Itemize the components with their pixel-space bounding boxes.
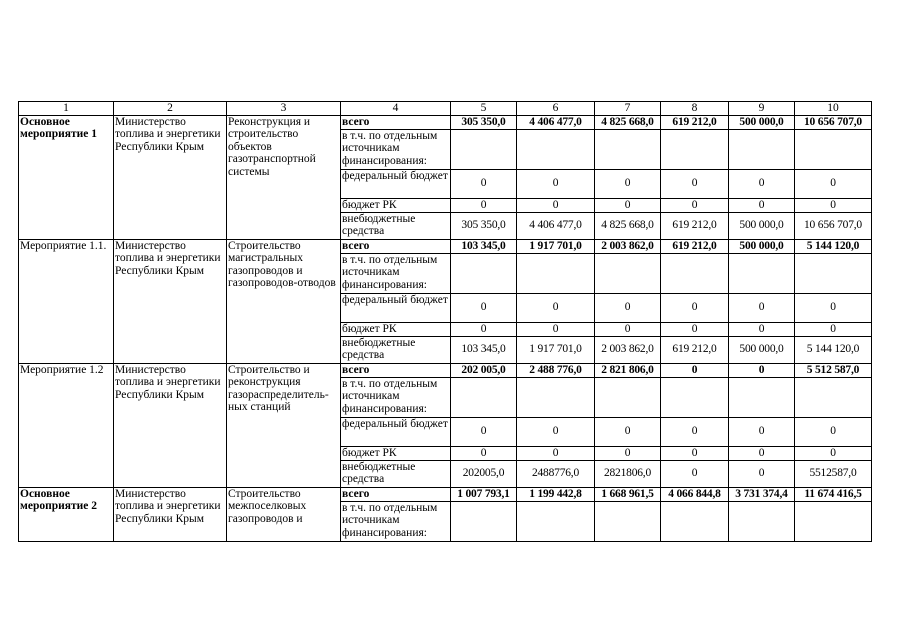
- header-cell: 8: [661, 102, 729, 116]
- empty-cell: [661, 129, 729, 169]
- value-cell: 305 350,0: [451, 115, 517, 129]
- event-name-cell: Основное мероприятие 2: [19, 487, 114, 541]
- empty-cell: [661, 501, 729, 541]
- empty-cell: [517, 377, 595, 417]
- value-cell: 0: [795, 169, 872, 198]
- value-cell: 10 656 707,0: [795, 115, 872, 129]
- event-name-cell: Основное мероприятие 1: [19, 115, 114, 239]
- value-cell: 0: [451, 322, 517, 336]
- empty-cell: [517, 129, 595, 169]
- value-cell: 0: [661, 198, 729, 212]
- including-label: в т.ч. по отдельным источникам финансирования:: [341, 501, 451, 541]
- value-cell: 0: [729, 198, 795, 212]
- value-cell: 0: [795, 293, 872, 322]
- header-cell: 9: [729, 102, 795, 116]
- value-cell: 0: [517, 293, 595, 322]
- empty-cell: [795, 129, 872, 169]
- value-cell: 0: [661, 460, 729, 487]
- value-cell: 5 144 120,0: [795, 239, 872, 253]
- value-cell: 500 000,0: [729, 336, 795, 363]
- value-cell: 0: [661, 446, 729, 460]
- value-cell: 202005,0: [451, 460, 517, 487]
- value-cell: 0: [729, 363, 795, 377]
- rk_budget-label: бюджет РК: [341, 446, 451, 460]
- value-cell: 0: [729, 446, 795, 460]
- value-cell: 0: [451, 169, 517, 198]
- value-cell: 4 406 477,0: [517, 212, 595, 239]
- value-cell: 3 731 374,4: [729, 487, 795, 501]
- value-cell: 0: [661, 322, 729, 336]
- executor-cell: Министерство топлива и энергетики Республики Крым: [114, 239, 227, 363]
- executor-cell: Министерство топлива и энергетики Республики Крым: [114, 115, 227, 239]
- value-cell: 2 488 776,0: [517, 363, 595, 377]
- total-label: всего: [341, 363, 451, 377]
- value-cell: 5512587,0: [795, 460, 872, 487]
- value-cell: 0: [517, 169, 595, 198]
- federal-label: федеральный бюджет: [341, 417, 451, 446]
- total-label: всего: [341, 487, 451, 501]
- empty-cell: [451, 129, 517, 169]
- value-cell: 1 668 961,5: [595, 487, 661, 501]
- value-cell: 0: [451, 446, 517, 460]
- value-cell: 4 825 668,0: [595, 212, 661, 239]
- value-cell: 0: [795, 198, 872, 212]
- empty-cell: [729, 253, 795, 293]
- empty-cell: [451, 253, 517, 293]
- rk_budget-label: бюджет РК: [341, 198, 451, 212]
- empty-cell: [729, 377, 795, 417]
- value-cell: 103 345,0: [451, 336, 517, 363]
- header-cell: 10: [795, 102, 872, 116]
- empty-cell: [661, 253, 729, 293]
- empty-cell: [795, 253, 872, 293]
- financing-table: [18, 101, 872, 542]
- value-cell: 0: [451, 417, 517, 446]
- value-cell: 500 000,0: [729, 239, 795, 253]
- federal-label: федеральный бюджет: [341, 169, 451, 198]
- value-cell: 5 512 587,0: [795, 363, 872, 377]
- value-cell: 0: [729, 169, 795, 198]
- value-cell: 103 345,0: [451, 239, 517, 253]
- value-cell: 0: [795, 322, 872, 336]
- empty-cell: [451, 501, 517, 541]
- value-cell: 0: [661, 293, 729, 322]
- extra-label: внебюджетные средства: [341, 336, 451, 363]
- header-cell: 3: [227, 102, 341, 116]
- empty-cell: [729, 129, 795, 169]
- value-cell: 2 821 806,0: [595, 363, 661, 377]
- value-cell: 0: [795, 446, 872, 460]
- value-cell: 0: [595, 417, 661, 446]
- value-cell: 619 212,0: [661, 336, 729, 363]
- value-cell: 2 003 862,0: [595, 336, 661, 363]
- value-cell: 4 825 668,0: [595, 115, 661, 129]
- value-cell: 0: [517, 198, 595, 212]
- federal-label: федеральный бюджет: [341, 293, 451, 322]
- event-name-cell: Мероприятие 1.1.: [19, 239, 114, 363]
- value-cell: 619 212,0: [661, 239, 729, 253]
- empty-cell: [595, 501, 661, 541]
- value-cell: 0: [729, 460, 795, 487]
- value-cell: 619 212,0: [661, 212, 729, 239]
- empty-cell: [795, 377, 872, 417]
- empty-cell: [795, 501, 872, 541]
- description-cell: Реконструкция и строительство объектов газотранспортной системы: [227, 115, 341, 239]
- header-cell: 7: [595, 102, 661, 116]
- empty-cell: [517, 501, 595, 541]
- value-cell: 10 656 707,0: [795, 212, 872, 239]
- value-cell: 2488776,0: [517, 460, 595, 487]
- value-cell: 0: [517, 322, 595, 336]
- value-cell: 202 005,0: [451, 363, 517, 377]
- value-cell: 500 000,0: [729, 212, 795, 239]
- value-cell: 0: [595, 446, 661, 460]
- including-label: в т.ч. по отдельным источникам финансирования:: [341, 377, 451, 417]
- rk_budget-label: бюджет РК: [341, 322, 451, 336]
- empty-cell: [729, 501, 795, 541]
- value-cell: 0: [595, 293, 661, 322]
- value-cell: 4 406 477,0: [517, 115, 595, 129]
- value-cell: 0: [451, 293, 517, 322]
- empty-cell: [661, 377, 729, 417]
- header-row: [19, 102, 872, 116]
- value-cell: 1 007 793,1: [451, 487, 517, 501]
- empty-cell: [451, 377, 517, 417]
- value-cell: 2 003 862,0: [595, 239, 661, 253]
- value-cell: 5 144 120,0: [795, 336, 872, 363]
- total-label: всего: [341, 239, 451, 253]
- value-cell: 305 350,0: [451, 212, 517, 239]
- value-cell: 500 000,0: [729, 115, 795, 129]
- value-cell: 0: [795, 417, 872, 446]
- event-row: [19, 487, 872, 501]
- value-cell: 0: [517, 446, 595, 460]
- value-cell: 11 674 416,5: [795, 487, 872, 501]
- description-cell: Строительство межпоселковых газопроводов и: [227, 487, 341, 541]
- value-cell: 0: [595, 198, 661, 212]
- executor-cell: Министерство топлива и энергетики Республики Крым: [114, 363, 227, 487]
- value-cell: 0: [595, 169, 661, 198]
- value-cell: 0: [517, 417, 595, 446]
- header-cell: 1: [19, 102, 114, 116]
- extra-label: внебюджетные средства: [341, 460, 451, 487]
- header-cell: 2: [114, 102, 227, 116]
- value-cell: 2821806,0: [595, 460, 661, 487]
- description-cell: Строительство и реконструкция газораспределитель-ных станций: [227, 363, 341, 487]
- total-label: всего: [341, 115, 451, 129]
- value-cell: 1 917 701,0: [517, 239, 595, 253]
- header-cell: 5: [451, 102, 517, 116]
- event-row: [19, 363, 872, 377]
- event-name-cell: Мероприятие 1.2: [19, 363, 114, 487]
- value-cell: 1 199 442,8: [517, 487, 595, 501]
- value-cell: 0: [451, 198, 517, 212]
- including-label: в т.ч. по отдельным источникам финансирования:: [341, 129, 451, 169]
- value-cell: 0: [729, 322, 795, 336]
- including-label: в т.ч. по отдельным источникам финансирования:: [341, 253, 451, 293]
- empty-cell: [517, 253, 595, 293]
- value-cell: 4 066 844,8: [661, 487, 729, 501]
- value-cell: 0: [661, 363, 729, 377]
- value-cell: 0: [729, 293, 795, 322]
- value-cell: 0: [661, 169, 729, 198]
- header-cell: 4: [341, 102, 451, 116]
- header-cell: 6: [517, 102, 595, 116]
- description-cell: Строительство магистральных газопроводов и газопроводов-отводов: [227, 239, 341, 363]
- extra-label: внебюджетные средства: [341, 212, 451, 239]
- empty-cell: [595, 129, 661, 169]
- event-row: [19, 115, 872, 129]
- empty-cell: [595, 253, 661, 293]
- empty-cell: [595, 377, 661, 417]
- value-cell: 0: [661, 417, 729, 446]
- executor-cell: Министерство топлива и энергетики Республики Крым: [114, 487, 227, 541]
- value-cell: 619 212,0: [661, 115, 729, 129]
- value-cell: 0: [729, 417, 795, 446]
- value-cell: 0: [595, 322, 661, 336]
- value-cell: 1 917 701,0: [517, 336, 595, 363]
- event-row: [19, 239, 872, 253]
